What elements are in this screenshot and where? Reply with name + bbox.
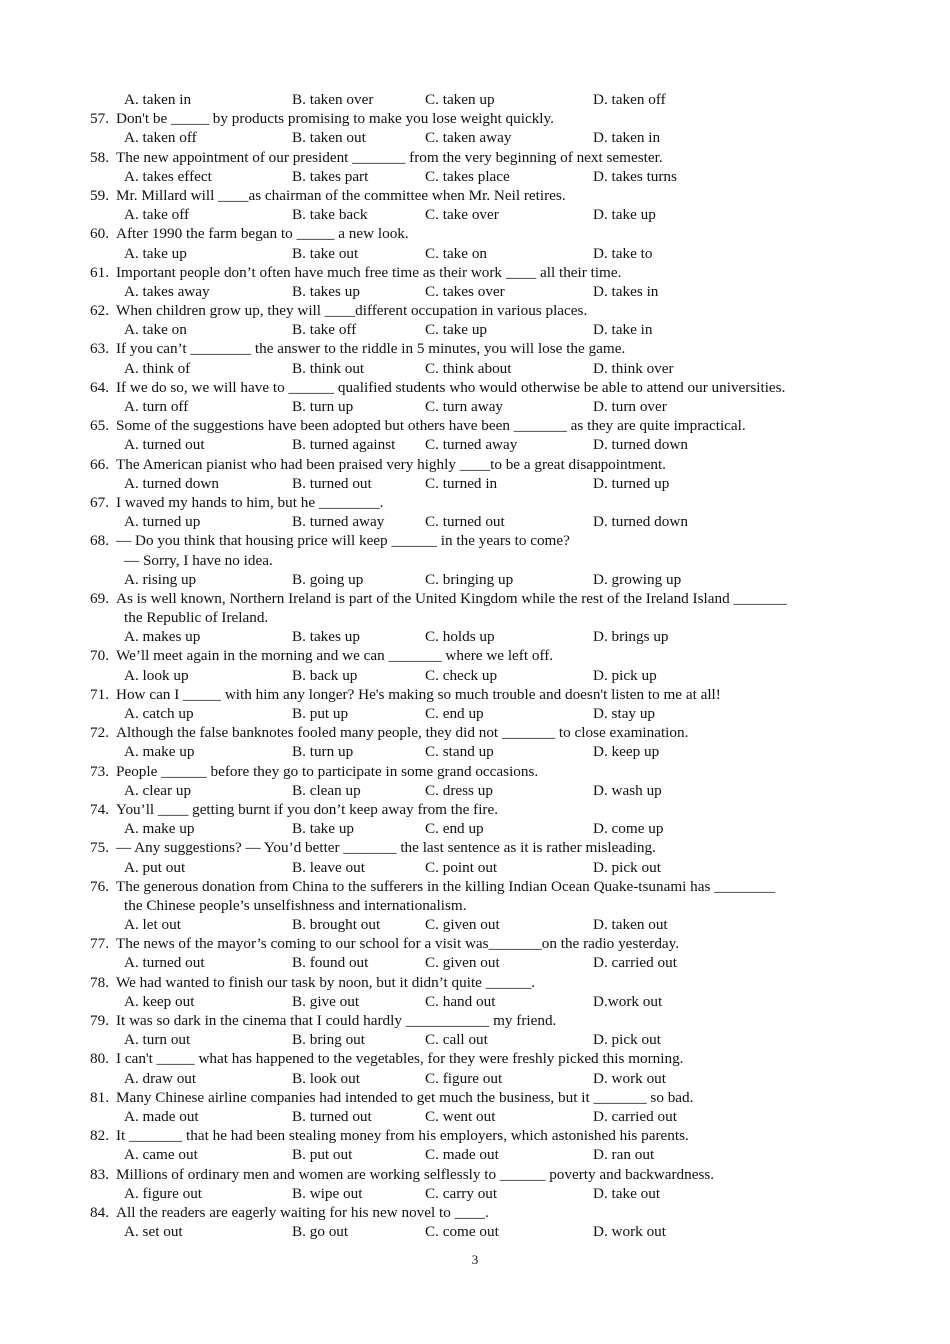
- question-stem: [0, 838, 950, 857]
- options-row: [0, 128, 950, 147]
- option-b: B. turned against: [292, 436, 396, 454]
- question-number: 66.: [90, 455, 109, 473]
- option-d: D. pick up: [593, 666, 657, 684]
- options-row: [0, 704, 950, 723]
- option-a: A. set out: [124, 1223, 183, 1241]
- question-number: 80.: [90, 1050, 109, 1068]
- option-c: C. takes place: [425, 167, 510, 185]
- options-row: [0, 359, 950, 378]
- question-text: If we do so, we will have to ______ qualified students who would otherwise be able to attend our universities.: [116, 378, 786, 396]
- question-stem: [0, 589, 950, 608]
- question-number: 73.: [90, 762, 109, 780]
- option-a: A. catch up: [124, 705, 194, 722]
- option-d: D. ran out: [593, 1146, 655, 1164]
- question-text: I can't _____ what has happened to the vegetables, for they were freshly picked this morning.: [116, 1050, 684, 1068]
- option-c: C. made out: [425, 1146, 499, 1164]
- option-b: B. turn up: [292, 398, 354, 415]
- option-c: C. check up: [425, 666, 498, 684]
- option-a: A. came out: [124, 1146, 198, 1164]
- question-number: 74.: [90, 800, 109, 818]
- option-d: D. keep up: [593, 743, 660, 761]
- question-number: 77.: [90, 935, 109, 953]
- question-stem: [0, 1011, 950, 1030]
- option-d: D. stay up: [593, 705, 656, 722]
- options-row: [0, 1069, 950, 1088]
- option-a: A. turn out: [124, 1031, 191, 1049]
- options-row: [0, 1145, 950, 1164]
- question-number: 76.: [90, 877, 109, 895]
- question-stem: [0, 1126, 950, 1145]
- question-stem: [0, 800, 950, 819]
- question-text: It _______ that he had been stealing money from his employers, which astonished his parents.: [116, 1127, 689, 1145]
- option-c: C. end up: [425, 705, 484, 722]
- option-d: D. takes in: [593, 282, 659, 300]
- question-text: the Chinese people’s unselfishness and internationalism.: [124, 896, 467, 914]
- option-d: D. come up: [593, 820, 664, 838]
- option-a: A. taken off: [124, 129, 197, 147]
- question-stem: [0, 1049, 950, 1068]
- question-text: Important people don’t often have much free time as their work ____ all their time.: [116, 263, 622, 281]
- option-b: B. turned out: [292, 474, 372, 492]
- options-row: [0, 992, 950, 1011]
- option-c: C. take up: [425, 321, 488, 339]
- option-a: A. look up: [124, 666, 189, 684]
- option-a: A. draw out: [124, 1069, 197, 1087]
- question-number: 84.: [90, 1203, 109, 1221]
- options-row: [0, 570, 950, 589]
- question-text: — Sorry, I have no idea.: [124, 551, 273, 569]
- option-c: C. turn away: [425, 398, 504, 415]
- question-text: As is well known, Northern Ireland is part of the United Kingdom while the rest of the Ireland Island _______: [116, 589, 787, 607]
- option-d: D. carried out: [593, 954, 677, 972]
- option-d: D. think over: [593, 359, 674, 377]
- option-d: D. carried out: [593, 1107, 677, 1125]
- question-stem-continued: [0, 896, 950, 915]
- question-number: 82.: [90, 1127, 109, 1145]
- options-row: [0, 474, 950, 493]
- question-stem: [0, 301, 950, 320]
- question-number: 62.: [90, 302, 109, 320]
- question-stem: [0, 531, 950, 550]
- option-b: B. put out: [292, 1146, 353, 1164]
- option-d: D. take up: [593, 206, 656, 224]
- option-b: B. take back: [292, 206, 368, 224]
- option-c: C. holds up: [425, 628, 495, 646]
- options-row: [0, 1222, 950, 1241]
- question-text: It was so dark in the cinema that I could hardly ___________ my friend.: [116, 1012, 557, 1029]
- question-number: 71.: [90, 685, 109, 703]
- question-stem: [0, 109, 950, 128]
- option-b: B. takes up: [292, 282, 360, 300]
- question-stem: [0, 934, 950, 953]
- options-row: [0, 1030, 950, 1049]
- option-a: A. turn off: [124, 398, 189, 415]
- question-stem: [0, 148, 950, 167]
- option-b: B. give out: [292, 992, 360, 1010]
- question-stem: [0, 186, 950, 205]
- option-c: C. turned in: [425, 474, 498, 492]
- options-row: [0, 1184, 950, 1203]
- question-stem: [0, 493, 950, 512]
- option-b: B. going up: [292, 570, 364, 588]
- option-c: C. went out: [425, 1107, 496, 1125]
- option-d: D. taken out: [593, 916, 668, 934]
- options-row: [0, 167, 950, 186]
- option-b: B. back up: [292, 666, 358, 684]
- option-c: C. takes over: [425, 282, 505, 300]
- question-text: Millions of ordinary men and women are working selflessly to ______ poverty and backwardness.: [116, 1165, 715, 1183]
- option-c: C. stand up: [425, 743, 494, 761]
- question-text: I waved my hands to him, but he ________.: [116, 493, 384, 511]
- option-a: A. rising up: [124, 570, 197, 588]
- option-d: D. take out: [593, 1184, 661, 1202]
- options-row: [0, 320, 950, 339]
- question-text: The new appointment of our president _______ from the very beginning of next semester.: [116, 148, 663, 166]
- option-b: B. takes up: [292, 628, 360, 646]
- question-stem: [0, 339, 950, 358]
- option-c: C. turned away: [425, 436, 518, 454]
- option-c: C. bringing up: [425, 570, 514, 588]
- option-a: A. think of: [124, 359, 191, 377]
- question-number: 83.: [90, 1165, 109, 1183]
- options-row: [0, 435, 950, 454]
- question-number: 75.: [90, 839, 109, 857]
- option-a: A. take on: [124, 321, 187, 339]
- option-c: C. take on: [425, 244, 488, 262]
- option-a: A. makes up: [124, 628, 201, 646]
- question-text: Mr. Millard will ____as chairman of the committee when Mr. Neil retires.: [116, 186, 566, 204]
- question-stem: [0, 762, 950, 781]
- options-row: [0, 627, 950, 646]
- question-number: 72.: [90, 724, 109, 742]
- option-b: B. brought out: [292, 916, 381, 934]
- option-b: B. bring out: [292, 1031, 365, 1049]
- question-stem: [0, 973, 950, 992]
- option-d: D. turned down: [593, 436, 688, 454]
- option-a: A. turned out: [124, 954, 205, 972]
- option-b: B. look out: [292, 1069, 360, 1087]
- question-number: 59.: [90, 186, 109, 204]
- question-number: 68.: [90, 532, 109, 550]
- question-stem: [0, 378, 950, 397]
- page-number: 3: [471, 1252, 479, 1267]
- options-row: [0, 512, 950, 531]
- option-a: A. make up: [124, 820, 195, 838]
- option-b: B. leave out: [292, 858, 365, 876]
- option-d: D. pick out: [593, 1031, 661, 1049]
- option-a: A. put out: [124, 858, 186, 876]
- option-c: C. hand out: [425, 992, 496, 1010]
- question-text: When children grow up, they will ____different occupation in various places.: [116, 302, 588, 320]
- question-stem: [0, 877, 950, 896]
- option-c: C. given out: [425, 916, 500, 934]
- option-d: D. taken off: [593, 91, 666, 108]
- option-d: D. wash up: [593, 781, 662, 799]
- option-c: C. given out: [425, 954, 500, 972]
- options-row: [0, 666, 950, 685]
- option-b: B. taken out: [292, 129, 366, 147]
- question-number: 60.: [90, 225, 109, 243]
- question-text: the Republic of Ireland.: [124, 609, 269, 627]
- option-a: A. made out: [124, 1107, 199, 1125]
- options-row: [0, 282, 950, 301]
- option-c: C. taken away: [425, 129, 512, 147]
- options-row: [0, 205, 950, 224]
- question-stem: [0, 224, 950, 243]
- option-a: A. turned down: [124, 474, 219, 492]
- option-c: C. carry out: [425, 1184, 498, 1202]
- question-stem: [0, 646, 950, 665]
- option-c: C. end up: [425, 820, 484, 838]
- option-b: B. found out: [292, 954, 369, 972]
- question-stem-continued: [0, 608, 950, 627]
- question-number: 78.: [90, 973, 109, 991]
- option-a: A. taken in: [124, 91, 192, 108]
- question-number: 81.: [90, 1088, 109, 1106]
- question-number: 63.: [90, 340, 109, 358]
- question-number: 69.: [90, 589, 109, 607]
- question-text: After 1990 the farm began to _____ a new look.: [116, 225, 409, 243]
- question-text: Although the false banknotes fooled many people, they did not _______ to close examination.: [116, 724, 689, 742]
- question-stem: [0, 1203, 950, 1222]
- option-d: D. growing up: [593, 570, 682, 588]
- option-d: D. brings up: [593, 628, 669, 646]
- option-b: B. put up: [292, 705, 349, 722]
- question-stem: [0, 723, 950, 742]
- question-number: 61.: [90, 263, 109, 281]
- question-stem-continued: [0, 551, 950, 570]
- question-text: We’ll meet again in the morning and we can _______ where we left off.: [116, 647, 554, 665]
- option-a: A. takes effect: [124, 167, 212, 185]
- options-row: [0, 819, 950, 838]
- option-d: D. taken in: [593, 129, 661, 147]
- option-c: C. figure out: [425, 1069, 503, 1087]
- option-d: D. take in: [593, 321, 653, 339]
- question-stem: [0, 685, 950, 704]
- option-d: D.work out: [593, 992, 663, 1010]
- question-text: How can I _____ with him any longer? He's making so much trouble and doesn't listen to me at all!: [116, 685, 721, 703]
- option-b: B. think out: [292, 359, 365, 377]
- option-d: D. turned down: [593, 513, 688, 531]
- question-stem: [0, 416, 950, 435]
- question-text: Many Chinese airline companies had intended to get much the business, but it _______ so bad.: [116, 1088, 694, 1106]
- option-c: C. point out: [425, 858, 498, 876]
- option-c: C. call out: [425, 1031, 488, 1049]
- option-a: A. clear up: [124, 781, 192, 799]
- options-row: [0, 244, 950, 263]
- option-d: D. work out: [593, 1069, 666, 1087]
- option-c: C. come out: [425, 1223, 499, 1241]
- option-b: B. turned away: [292, 513, 385, 531]
- options-row: [0, 1107, 950, 1126]
- option-a: A. let out: [124, 916, 181, 934]
- option-c: C. taken up: [425, 91, 495, 108]
- question-number: 70.: [90, 647, 109, 665]
- question-text: The American pianist who had been praised very highly ____to be a great disappointment.: [116, 455, 666, 473]
- option-d: D. takes turns: [593, 167, 677, 185]
- option-d: D. work out: [593, 1223, 666, 1241]
- question-text: We had wanted to finish our task by noon, but it didn’t quite ______.: [116, 973, 536, 991]
- question-number: 57.: [90, 110, 109, 128]
- option-c: C. think about: [425, 359, 512, 377]
- options-row: [0, 858, 950, 877]
- option-b: B. clean up: [292, 781, 361, 799]
- option-b: B. go out: [292, 1223, 349, 1241]
- option-b: B. take off: [292, 321, 357, 339]
- option-c: C. turned out: [425, 513, 505, 531]
- option-c: C. take over: [425, 206, 499, 224]
- options-row: [0, 915, 950, 934]
- question-number: 79.: [90, 1012, 109, 1029]
- question-number: 58.: [90, 148, 109, 166]
- option-b: B. turn up: [292, 743, 354, 761]
- options-row: [0, 781, 950, 800]
- option-a: A. figure out: [124, 1184, 203, 1202]
- option-d: D. turned up: [593, 474, 670, 492]
- question-text: Don't be _____ by products promising to make you lose weight quickly.: [116, 110, 554, 128]
- question-stem: [0, 1165, 950, 1184]
- option-a: A. keep out: [124, 992, 195, 1010]
- question-text: You’ll ____ getting burnt if you don’t keep away from the fire.: [116, 800, 499, 818]
- options-row: [0, 953, 950, 972]
- options-row: [0, 90, 950, 109]
- option-d: D. take to: [593, 244, 653, 262]
- question-number: 64.: [90, 378, 109, 396]
- question-text: The news of the mayor’s coming to our school for a visit was_______on the radio yesterday.: [116, 935, 680, 953]
- option-c: C. dress up: [425, 781, 493, 799]
- options-row: [0, 397, 950, 416]
- question-stem: [0, 263, 950, 282]
- question-text: All the readers are eagerly waiting for his new novel to ____.: [116, 1203, 489, 1221]
- option-a: A. take off: [124, 206, 190, 224]
- question-text: If you can’t ________ the answer to the riddle in 5 minutes, you will lose the game.: [116, 340, 626, 358]
- question-text: The generous donation from China to the sufferers in the killing Indian Ocean Quake-tsunami has ________: [116, 877, 775, 895]
- option-a: A. turned out: [124, 436, 205, 454]
- option-b: B. takes part: [292, 167, 369, 185]
- options-row: [0, 742, 950, 761]
- question-text: — Any suggestions? — You’d better _______ the last sentence as it is rather misleading.: [116, 839, 656, 857]
- question-number: 67.: [90, 493, 109, 511]
- option-d: D. turn over: [593, 398, 667, 415]
- option-b: B. wipe out: [292, 1184, 363, 1202]
- option-b: B. take out: [292, 244, 359, 262]
- question-text: — Do you think that housing price will keep ______ in the years to come?: [116, 532, 570, 550]
- option-b: B. turned out: [292, 1107, 372, 1125]
- question-number: 65.: [90, 417, 109, 435]
- option-b: B. take up: [292, 820, 355, 838]
- option-a: A. takes away: [124, 282, 210, 300]
- option-d: D. pick out: [593, 858, 661, 876]
- question-stem: [0, 1088, 950, 1107]
- option-a: A. make up: [124, 743, 195, 761]
- question-text: Some of the suggestions have been adopted but others have been _______ as they are quite impractical.: [116, 417, 746, 435]
- option-a: A. take up: [124, 244, 187, 262]
- option-a: A. turned up: [124, 513, 201, 531]
- question-stem: [0, 455, 950, 474]
- option-b: B. taken over: [292, 91, 374, 108]
- question-text: People ______ before they go to participate in some grand occasions.: [116, 762, 539, 780]
- question-list: [0, 90, 950, 1241]
